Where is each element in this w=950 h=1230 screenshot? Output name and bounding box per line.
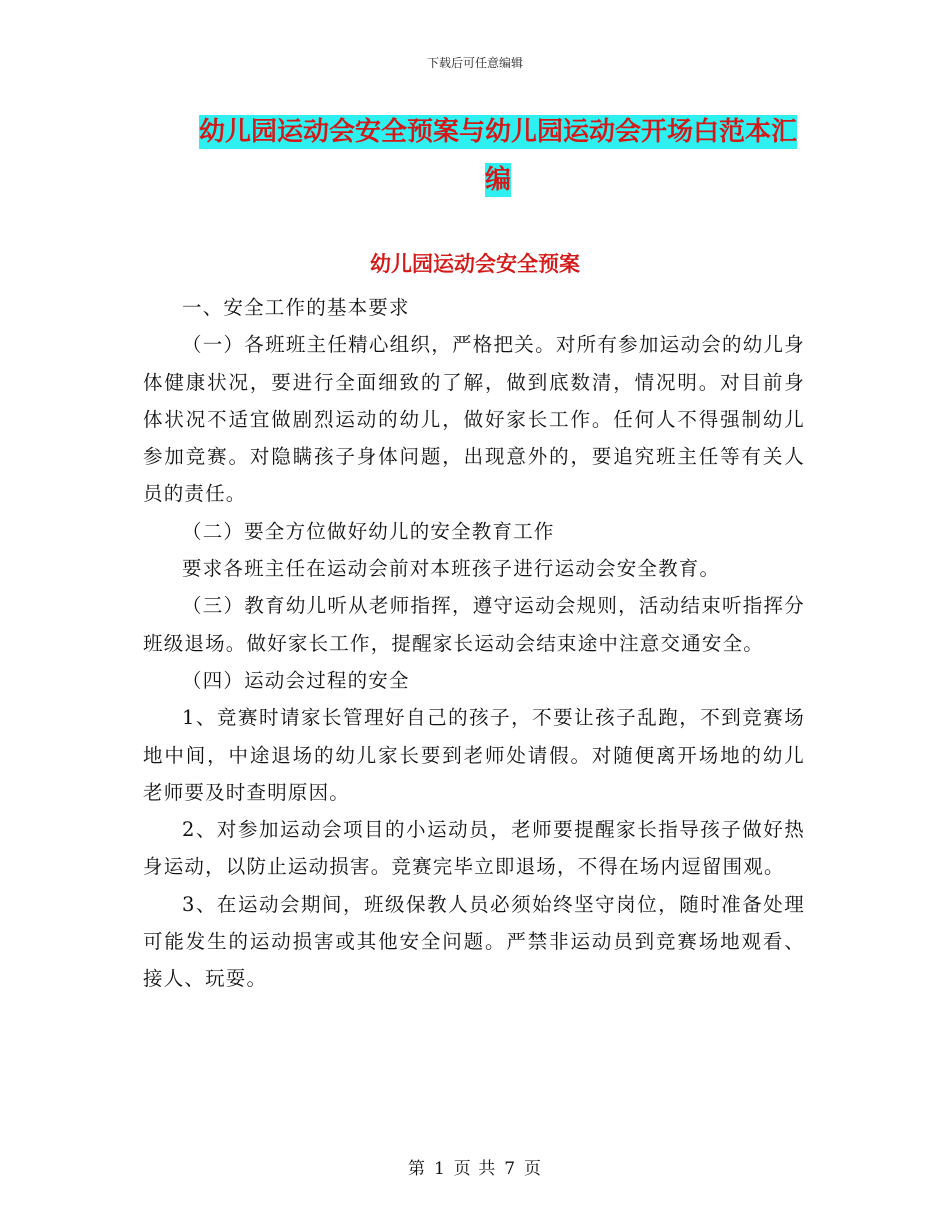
paragraph: 要求各班主任在运动会前对本班孩子进行运动会安全教育。 — [182, 557, 721, 581]
footer-total-pages: 7 — [504, 1159, 517, 1179]
footer-page-number: 1 — [433, 1159, 446, 1179]
paragraph: （二）要全方位做好幼儿的安全教育工作 — [182, 519, 555, 543]
document-title — [192, 108, 804, 204]
footer-middle: 页 共 — [453, 1159, 497, 1179]
page-footer — [0, 1154, 950, 1179]
document-title-text: 幼儿园运动会安全预案与幼儿园运动会开场白范本汇编 — [198, 117, 797, 195]
document-body — [143, 289, 805, 998]
footer-prefix: 第 — [407, 1159, 426, 1179]
footer-suffix: 页 — [524, 1159, 543, 1179]
paragraph: 2、对参加运动会项目的小运动员，老师要提醒家长指导孩子做好热身运动，以防止运动损害。竞赛完毕立即退场，不得在场内逗留围观。 — [143, 818, 805, 879]
paragraph: 1、竞赛时请家长管理好自己的孩子，不要让孩子乱跑，不到竞赛场地中间，中途退场的幼儿家长要到老师处请假。对随便离开场地的幼儿老师要及时查明原因。 — [143, 706, 805, 804]
section-title: 幼儿园运动会安全预案 — [370, 252, 580, 276]
paragraph: （四）运动会过程的安全 — [182, 668, 410, 692]
header-note: 下载后可任意编辑 — [426, 56, 523, 70]
paragraph: 一、安全工作的基本要求 — [182, 296, 410, 319]
paragraph: （一）各班班主任精心组织，严格把关。对所有参加运动会的幼儿身体健康状况，要进行全面细致的了解，做到底数清，情况明。对目前身体状况不适宜做剧烈运动的幼儿，做好家长工作。任何人不得强制幼儿参加竞赛。对隐瞒孩子身体问题，出现意外的，要追究班主任等有关人员的责任。 — [143, 333, 805, 506]
paragraph: （三）教育幼儿听从老师指挥，遵守运动会规则，活动结束听指挥分班级退场。做好家长工作，提醒家长运动会结束途中注意交通安全。 — [143, 594, 805, 655]
paragraph: 3、在运动会期间，班级保教人员必须始终坚守岗位，随时准备处理可能发生的运动损害或其他安全问题。严禁非运动员到竞赛场地观看、接人、玩耍。 — [143, 892, 805, 991]
